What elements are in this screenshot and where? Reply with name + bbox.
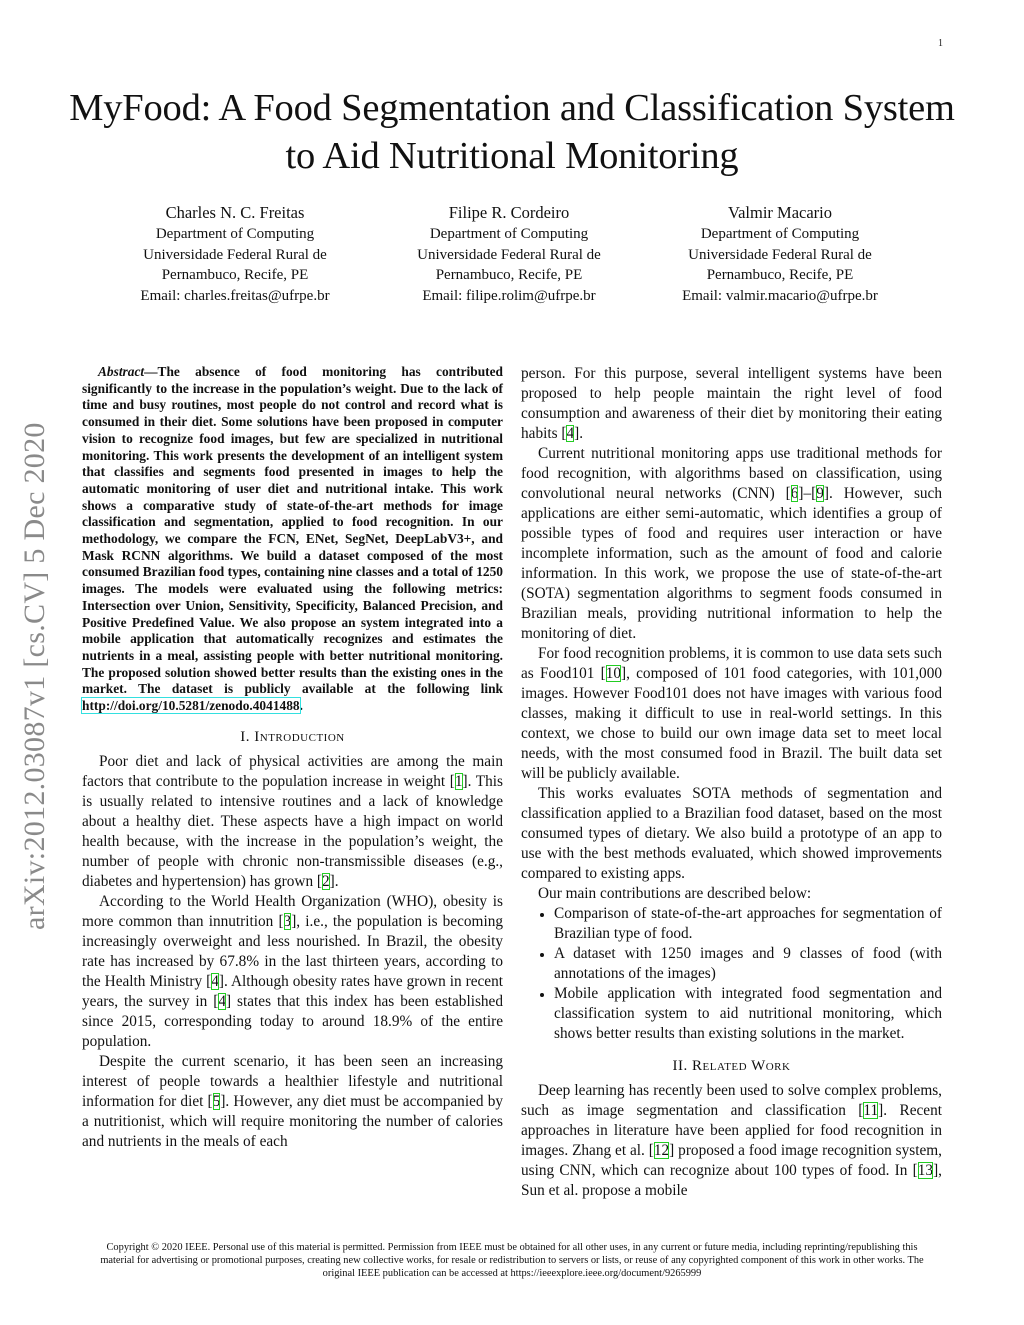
left-column — [82, 364, 503, 1152]
citation-link[interactable]: 11 — [863, 1102, 879, 1119]
page-number: 1 — [938, 38, 943, 49]
citation-link[interactable]: 12 — [653, 1142, 670, 1159]
intro-paragraph-6: This works evaluates SOTA methods of segmentation and classification applied to a Brazilian food dataset, based on the most consumed types of dietary. We also build a prototype of an app to use with the best methods evaluated, which showed improvements compared to existing apps. — [521, 785, 942, 882]
author-department: Department of Computing — [155, 226, 315, 242]
author-location: Pernambuco, Recife, PE — [706, 267, 854, 284]
text: ]. However, any diet must be accompanied by a nutritionist, which will require monitoring the number of calories and nutrients in the meals of each — [82, 1092, 504, 1150]
author-location: Pernambuco, Recife, PE — [161, 267, 309, 284]
contribution-item: • A dataset with 1250 images and 9 classes of food (with annotations of the images) — [554, 944, 942, 984]
author-3 — [630, 202, 930, 306]
author-email: Email: filipe.rolim@ufrpe.br — [422, 287, 596, 304]
intro-paragraph-3 — [82, 1052, 503, 1152]
text: ]. — [574, 425, 584, 442]
text: Current nutritional monitoring apps use traditional methods for food recognition, with algorithms based on classification, using convolutional neural networks (CNN) [ — [521, 445, 942, 502]
arxiv-stamp: arXiv:2012.03087v1 [cs.CV] 5 Dec 2020 — [18, 422, 51, 930]
contributions-list — [521, 904, 942, 1044]
text: ], composed of 101 food categories, with 101,000 images. However Food101 does not have images with various food classes, making it difficult to use in real-world settings. In this context, we chose to build our own image data set to meet local needs, with the most consumed food in Brazil. The built data set will be publicly available. — [521, 665, 942, 782]
citation-link[interactable]: 3 — [283, 912, 292, 930]
citation-link[interactable]: 10 — [605, 665, 621, 682]
abstract-text: The absence of food monitoring has contributed significantly to the increase in the population’s weight. Due to the lack of time and busy routines, most people do not control and record what is consumed in their diet. Some solutions have been proposed in computer vision to recognize food images, but few are specialized in nutritional monitoring. This work presents the development of an intelligent system that classifies and segments food presented in images to help the automatic monitoring of user diet and nutritional intake. This work shows a comparative study of state-of-the-art methods for image classification and segmentation, applied to food recognition. In our methodology, we compare the FCN, ENet, SegNet, DeepLabV3+, and Mask RCNN algorithms. We build a dataset composed of the most consumed Brazilian food types, containing nine classes and a total of 1250 images. The models were evaluated using the following metrics: Intersection over Union, Sensitivity, Specificity, Balanced Precision, and Positive Predefined Value. We also propose an system integrated into a mobile application that automatically recognizes and estimates the nutrients in a meal, assisting people with better nutritional monitoring. The proposed solution showed better results than the existing ones in the market. The dataset is publicly available at the following link — [82, 364, 503, 697]
text: ], Sun et al. propose a mobile — [521, 1162, 942, 1199]
text: Poor diet and lack of physical activities are among the main factors that contribute to the population increase in weight [ — [82, 752, 503, 790]
section-heading-introduction: I. Introduction — [240, 728, 345, 745]
author-1 — [85, 202, 385, 306]
author-2 — [359, 202, 659, 306]
text: Deep learning has recently been used to solve complex problems, such as image segmentation and classification [ — [521, 1082, 942, 1119]
contribution-item: • Comparison of state-of-the-art approaches for segmentation of Brazilian type of food. — [554, 904, 942, 944]
citation-link[interactable]: 9 — [816, 485, 824, 502]
text: According to the World Health Organization (WHO), obesity is more common than innutrition [ — [82, 892, 503, 930]
intro-paragraph-4 — [521, 444, 942, 644]
text: ] proposed a food image recognition system, using CNN, which can recognize about 100 types of food. In [ — [521, 1142, 942, 1179]
author-email: Email: charles.freitas@ufrpe.br — [140, 287, 330, 304]
intro-paragraph-2 — [82, 892, 503, 1052]
intro-paragraph-7: Our main contributions are described below: — [538, 885, 812, 902]
author-location: Pernambuco, Recife, PE — [435, 267, 583, 284]
author-university: Universidade Federal Rural de — [688, 246, 872, 263]
citation-link[interactable]: 1 — [454, 772, 463, 790]
citation-link[interactable]: 4 — [211, 972, 219, 990]
intro-paragraph-5 — [521, 644, 942, 784]
abstract — [82, 364, 503, 715]
intro-paragraph-3-continued — [521, 364, 942, 444]
intro-paragraph-1 — [82, 752, 503, 892]
author-name: Valmir Macario — [727, 203, 832, 222]
text: ]. Recent approaches in literature have been applied for food recognition in images. Zhang et al. [ — [521, 1102, 942, 1159]
related-work-paragraph-1 — [521, 1081, 942, 1201]
text: For food recognition problems, it is common to use data sets such as Food101 [ — [521, 645, 942, 682]
abstract-dash: — — [144, 364, 158, 379]
citation-link[interactable]: 4 — [218, 992, 227, 1010]
author-university: Universidade Federal Rural de — [143, 246, 327, 263]
abstract-end: . — [299, 698, 303, 714]
citation-link[interactable]: 4 — [566, 425, 575, 442]
dataset-link[interactable]: http://doi.org/10.5281/zenodo.4041488 — [82, 698, 300, 714]
text: person. For this purpose, several intelligent systems have been proposed to help people maintain the right level of food consumption and awareness of their diet by monitoring their eating habits [ — [521, 365, 942, 442]
author-university: Universidade Federal Rural de — [417, 246, 601, 263]
text: ]. — [329, 872, 339, 890]
author-department: Department of Computing — [429, 226, 589, 242]
text: ], i.e., the population is becoming increasingly overweight and less nourished. In Brazil, the obesity rate has increased by 67.8% in the last thirteen years, according to the Health Ministry [ — [82, 912, 503, 990]
text: Despite the current scenario, it has been seen an increasing interest of people towards a healthier lifestyle and nutritional information for diet [ — [82, 1052, 503, 1110]
text: ]. Although obesity rates have grown in recent years, the survey in [ — [82, 972, 503, 1010]
author-name: Charles N. C. Freitas — [165, 203, 305, 222]
citation-link[interactable]: 2 — [322, 872, 330, 890]
section-heading-related-work: II. Related Work — [672, 1058, 791, 1074]
copyright-footer: Copyright © 2020 IEEE. Personal use of this material is permitted. Permission from IEEE must be obtained for all other uses, in any current or future media, including reprinting/republishing this material for advertising or promotional purposes, creating new collective works, for resale or redistribution to servers or lists, or reuse of any copyrighted component of this work in other works. The original IEEE publication can be accessed at https://ieeexplore.ieee.org/document/9265999 — [100, 1242, 924, 1279]
text: ]–[ — [798, 485, 817, 502]
citation-link[interactable]: 6 — [790, 485, 799, 502]
paper-title: MyFood: A Food Segmentation and Classification System to Aid Nutritional Monitoring — [69, 87, 955, 177]
author-department: Department of Computing — [700, 226, 860, 242]
text: ] states that this index has been established since 2015, corresponding today to around 18.9% of the entire population. — [82, 992, 503, 1050]
contribution-item: • Mobile application with integrated food segmentation and classification system to aid nutritional monitoring, which shows better results than existing solutions in the market. — [554, 984, 942, 1044]
abstract-label: Abstract — [98, 364, 145, 379]
citation-link[interactable]: 5 — [212, 1092, 221, 1110]
text: ]. This is usually related to intensive routines and a lack of knowledge about a healthy diet. These aspects have a high impact on world health because, with the increase in the population’s weight, the number of people with chronic non-transmissible diseases (e.g., diabetes and hypertension) has grown [ — [82, 772, 503, 890]
citation-link[interactable]: 13 — [917, 1162, 934, 1179]
text: ]. However, such applications are either semi-automatic, which identifies a group of possible types of food and requires user interaction or have incomplete information, such as the amount of food and calorie information. In this work, we propose the use of state-of-the-art (SOTA) segmentation algorithms to segment foods consumed in Brazilian meals, providing nutritional information to help the monitoring of diet. — [521, 485, 942, 642]
right-column — [521, 364, 942, 1201]
author-email: Email: valmir.macario@ufrpe.br — [682, 287, 878, 304]
author-name: Filipe R. Cordeiro — [448, 203, 570, 222]
